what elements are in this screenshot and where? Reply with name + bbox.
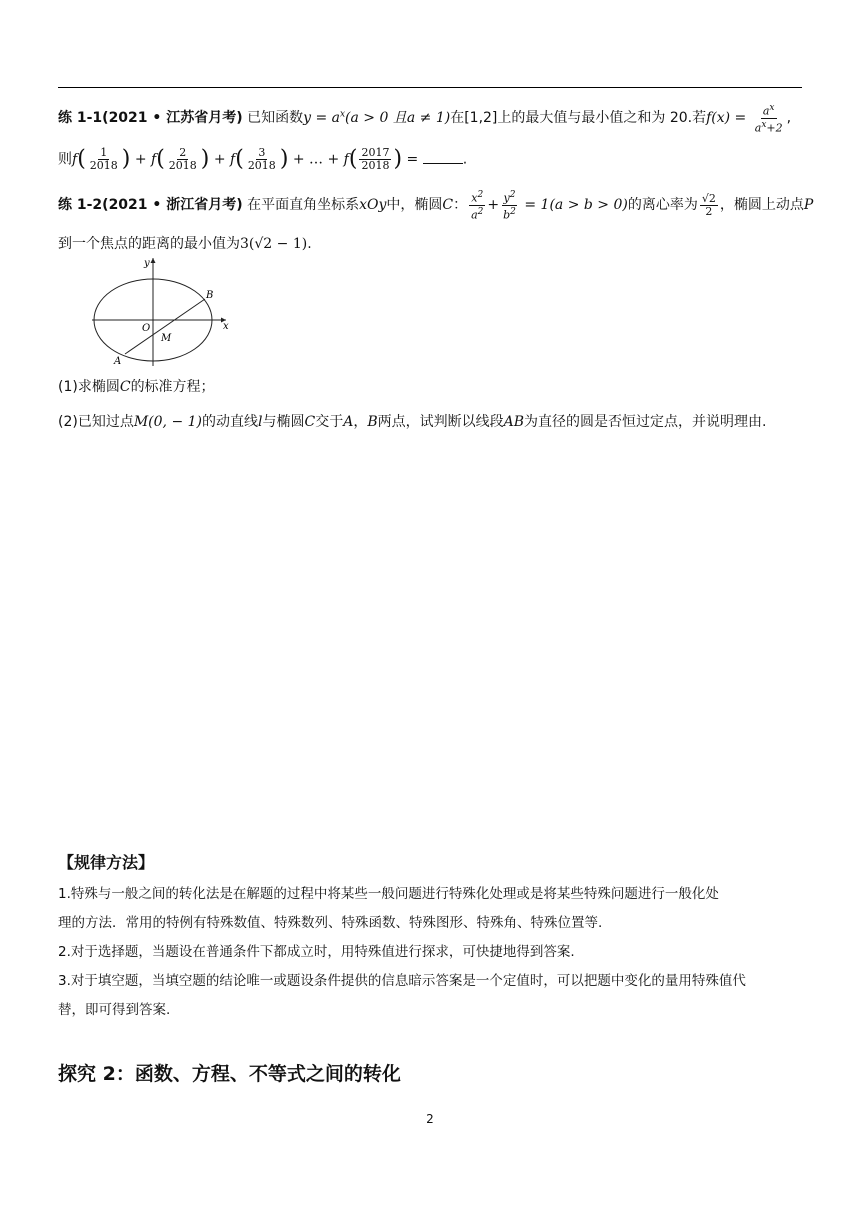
function-f: f — [230, 151, 236, 168]
ellipse-figure — [86, 254, 246, 373]
text: 与椭圆 — [262, 414, 305, 430]
chord-ab — [125, 299, 205, 354]
fraction — [88, 147, 120, 172]
ellipsis: + … + — [288, 151, 344, 168]
exercise-1-1-line-1 — [58, 102, 791, 134]
function-f: f — [72, 151, 78, 168]
fraction — [469, 189, 485, 221]
point-p: P — [803, 197, 814, 214]
exercise-1-2-label: 练 1-2(2021 • 浙江省月考) — [58, 197, 243, 214]
denominator: 2018 — [89, 159, 118, 172]
ellipse-name: C — [119, 379, 131, 395]
formula: f(x) = — [706, 110, 751, 127]
text: 则 — [58, 151, 72, 168]
period: . — [307, 236, 312, 252]
formula: y = a — [303, 110, 340, 127]
plus: + — [130, 151, 152, 168]
exponent: 2 — [510, 206, 516, 217]
function-f: f — [151, 151, 157, 168]
method-point-1a: 1.特殊与一般之间的转化法是在解题的过程中将某些一般问题进行特殊化处理或是将某些特殊问题进行一般化处 — [58, 886, 719, 902]
plus: + — [487, 197, 500, 214]
denominator: 2 — [705, 204, 713, 218]
segment-ab: AB — [503, 414, 525, 430]
coordinate-system: xOy — [359, 197, 387, 214]
method-point-3a: 3.对于填空题，当填空题的结论唯一或题设条件提供的信息暗示答案是一个定值时，可以把题中变化的量用特殊值代 — [58, 973, 746, 989]
answer-blank — [423, 149, 463, 164]
exercise-1-2-line-1 — [58, 189, 813, 221]
text: 到一个焦点的距离的最小值为 — [58, 236, 240, 252]
formula: (a > 0 且a ≠ 1) — [345, 110, 451, 127]
denominator: a — [754, 121, 762, 135]
label-y: y — [144, 258, 150, 269]
fraction — [167, 147, 199, 172]
paren: ( — [348, 146, 358, 172]
min-value: 3(√2 − 1) — [240, 236, 308, 252]
denominator: 2018 — [361, 159, 390, 172]
exercise-1-1-line-2 — [58, 147, 467, 172]
ellipse-name: C — [304, 414, 316, 430]
text: 的离心率为 — [627, 197, 698, 214]
page-number: 2 — [426, 1112, 434, 1126]
numerator: 3 — [258, 146, 266, 159]
numerator: 1 — [100, 146, 108, 159]
numerator: 2 — [179, 146, 187, 159]
exponent: 2 — [509, 190, 516, 200]
text: 的动直线 — [202, 414, 258, 430]
text: 已知函数 — [247, 110, 304, 127]
text: ，椭圆上动点 — [719, 197, 804, 214]
numerator: a — [762, 104, 770, 118]
y-axis-arrow — [151, 258, 156, 263]
header-rule — [58, 87, 802, 88]
function-f: f — [343, 151, 349, 168]
method-point-2: 2.对于选择题，当题设在普通条件下都成立时，用特殊值进行探求，可快捷地得到答案. — [58, 944, 575, 960]
text: 在平面直角坐标系 — [247, 197, 360, 214]
point-a: A — [343, 414, 354, 430]
eccentricity-fraction — [700, 193, 718, 218]
exercise-1-1-label: 练 1-1(2021 • 江苏省月考) — [58, 110, 243, 127]
label-m: M — [161, 333, 172, 344]
numerator: √2 — [701, 191, 716, 205]
exponent: 2 — [477, 206, 484, 217]
method-point-3b: 替，即可得到答案. — [58, 1002, 171, 1018]
exercise-1-2-line-2 — [58, 233, 312, 255]
question-1 — [58, 376, 215, 398]
paren: ) — [393, 146, 403, 172]
text: (2)已知过点 — [58, 414, 134, 430]
point-b: B — [367, 414, 378, 430]
paren: ( — [156, 146, 165, 172]
equals: = — [402, 151, 423, 168]
numerator: x — [471, 191, 478, 205]
label-a: A — [114, 356, 122, 367]
denominator: b — [503, 208, 511, 222]
label-o: O — [142, 323, 151, 334]
text: ： — [453, 197, 468, 214]
method-heading: 【规律方法】 — [58, 853, 155, 872]
paren: ) — [279, 146, 289, 172]
denominator: a — [471, 208, 478, 222]
fraction — [246, 147, 278, 172]
paren: ( — [77, 146, 86, 172]
fraction — [359, 147, 391, 172]
text: 在[1,2]上的最大值与最小值之和为 20.若 — [450, 110, 707, 127]
section-2-title: 探究 2：函数、方程、不等式之间的转化 — [58, 1063, 401, 1085]
paren: ( — [235, 146, 244, 172]
label-b: B — [206, 290, 214, 301]
denominator-tail: +2 — [766, 121, 783, 135]
separator: ， — [353, 414, 368, 430]
text: (1)求椭圆 — [58, 379, 120, 395]
paren: ) — [121, 146, 131, 172]
text: 的标准方程； — [130, 379, 215, 395]
comma: , — [786, 110, 792, 127]
text: 中，椭圆 — [386, 197, 443, 214]
fraction — [501, 189, 518, 221]
denominator: 2018 — [168, 159, 197, 172]
line-l: l — [258, 414, 263, 430]
text: 两点，试判断以线段 — [377, 414, 504, 430]
text: 交于 — [315, 414, 344, 430]
point-m: M(0, − 1) — [133, 414, 202, 430]
formula: = 1(a > b > 0) — [519, 197, 628, 214]
exponent: 2 — [477, 190, 484, 200]
denominator: 2018 — [247, 159, 276, 172]
superscript: x — [769, 103, 775, 113]
numerator: y — [503, 191, 510, 205]
question-2 — [58, 411, 766, 433]
period: . — [462, 151, 468, 168]
superscript: x — [761, 119, 767, 130]
numerator: 2017 — [361, 146, 390, 159]
plus: + — [209, 151, 231, 168]
paren: ) — [200, 146, 210, 172]
method-point-1b: 理的方法．常用的特例有特殊数值、特殊数列、特殊函数、特殊图形、特殊角、特殊位置等. — [58, 915, 603, 931]
fraction — [753, 102, 785, 134]
label-x: x — [223, 321, 229, 332]
superscript: x — [339, 109, 346, 120]
text: 为直径的圆是否恒过定点，并说明理由. — [524, 414, 767, 430]
ellipse-name: C — [442, 197, 454, 214]
ellipse-diagram — [86, 254, 246, 369]
